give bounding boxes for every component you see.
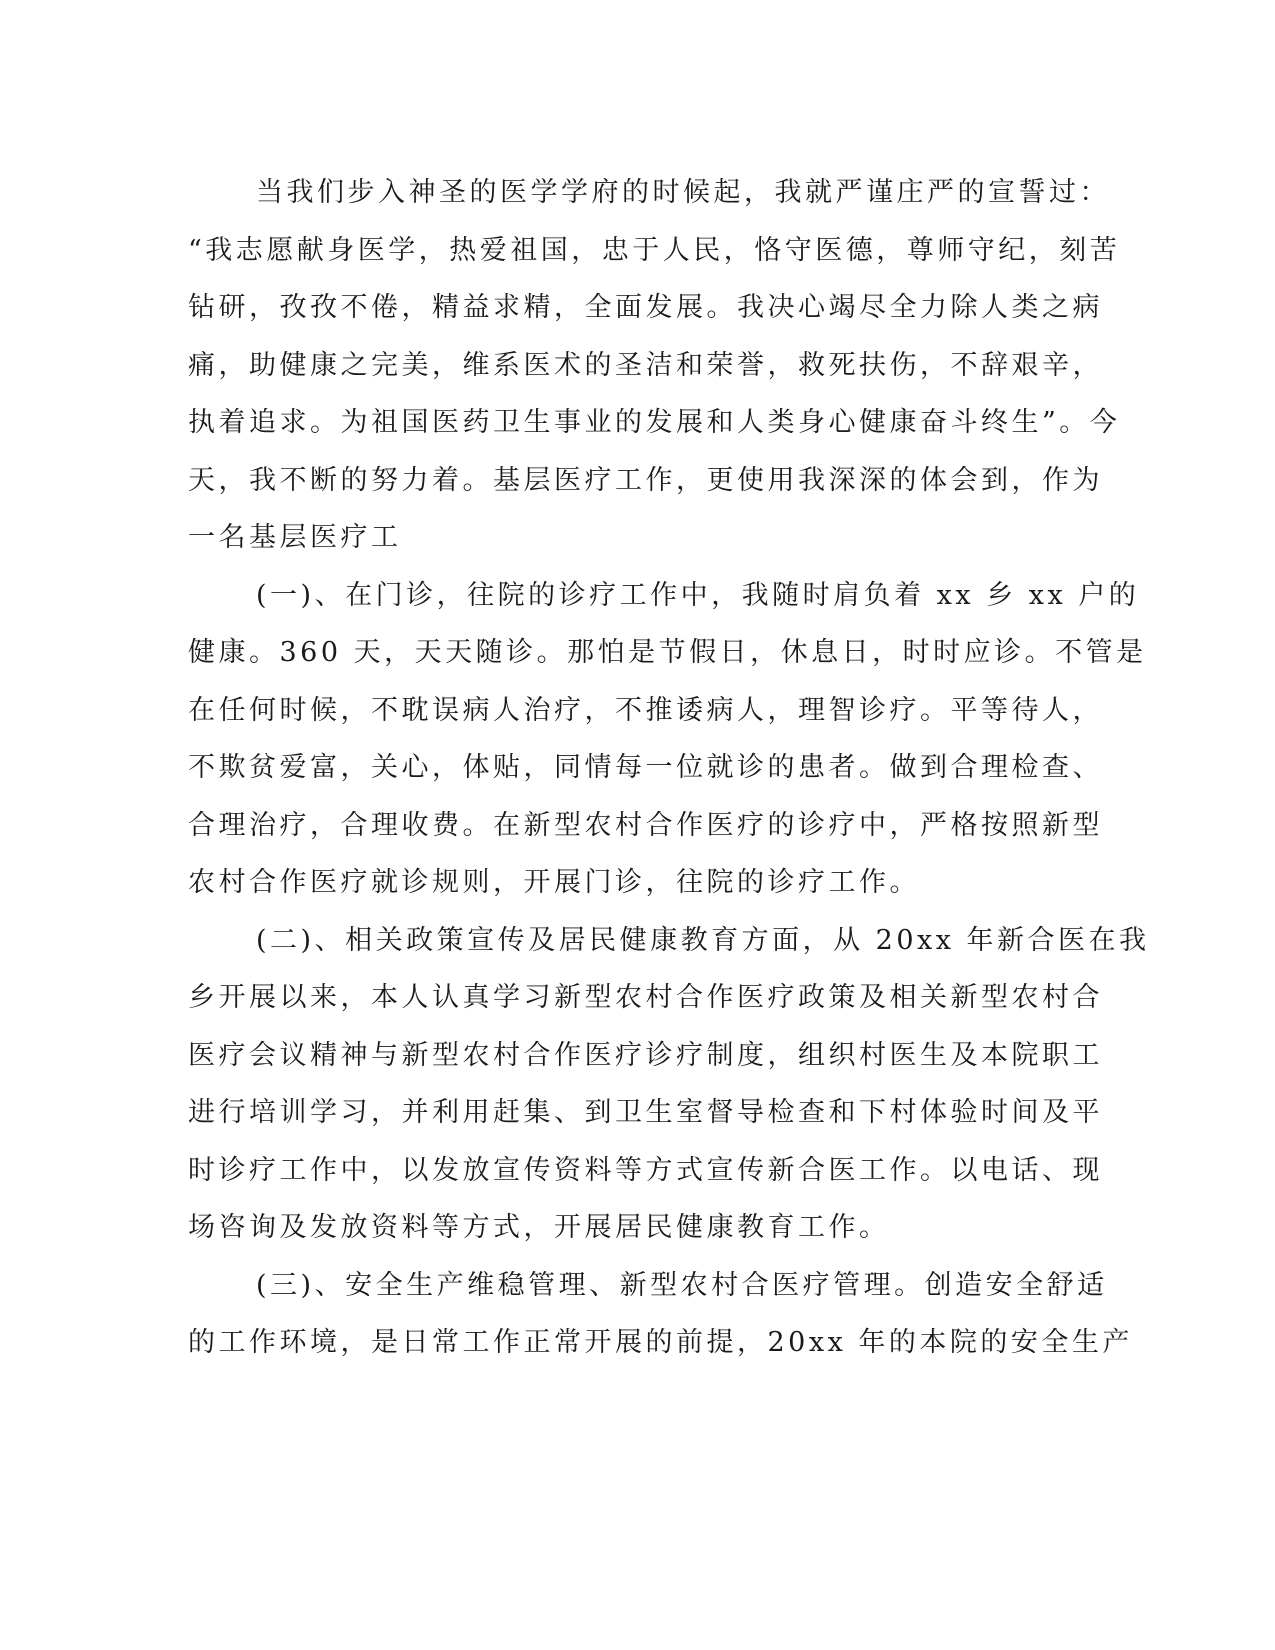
paragraph-line: 在任何时候，不耽误病人治疗，不推诿病人，理智诊疗。平等待人， <box>188 694 1103 726</box>
paragraph-line: (一)、在门诊，往院的诊疗工作中，我随时肩负着 xx 乡 xx 户的 <box>256 579 1140 611</box>
paragraph-line: 不欺贫爱富，关心，体贴，同情每一位就诊的患者。做到合理检查、 <box>188 752 1103 783</box>
paragraph-line: 场咨询及发放资料等方式，开展居民健康教育工作。 <box>188 1212 890 1243</box>
paragraph-line: 的工作环境，是日常工作正常开展的前提，20xx 年的本院的安全生产 <box>188 1327 1133 1358</box>
paragraph-line: 一名基层医疗工 <box>188 522 402 553</box>
paragraph-line: 乡开展以来，本人认真学习新型农村合作医疗政策及相关新型农村合 <box>188 982 1103 1013</box>
paragraph-line: 钻研，孜孜不倦，精益求精，全面发展。我决心竭尽全力除人类之病 <box>188 292 1103 323</box>
paragraph-line: 执着追求。为祖国医药卫生事业的发展和人类身心健康奋斗终生”。今 <box>188 407 1121 438</box>
paragraph-line: (三)、安全生产维稳管理、新型农村合医疗管理。创造安全舒适 <box>256 1269 1108 1301</box>
paragraph-line: “我志愿献身医学，热爱祖国，忠于人民，恪守医德，尊师守纪，刻苦 <box>188 234 1121 266</box>
paragraph-line: 进行培训学习，并利用赶集、到卫生室督导检查和下村体验时间及平 <box>188 1097 1103 1128</box>
paragraph-line: 痛，助健康之完美，维系医术的圣洁和荣誉，救死扶伤，不辞艰辛， <box>188 349 1103 381</box>
paragraph-line: (二)、相关政策宣传及居民健康教育方面，从 20xx 年新合医在我 <box>256 924 1150 956</box>
paragraph-line: 农村合作医疗就诊规则，开展门诊，往院的诊疗工作。 <box>188 867 920 898</box>
paragraph-line: 合理治疗，合理收费。在新型农村合作医疗的诊疗中，严格按照新型 <box>188 809 1103 841</box>
paragraph-line: 健康。360 天，天天随诊。那怕是节假日，休息日，时时应诊。不管是 <box>188 637 1147 668</box>
document-body <box>188 164 1150 1372</box>
paragraph-line: 当我们步入神圣的医学学府的时候起，我就严谨庄严的宣誓过： <box>256 177 1110 208</box>
paragraph-line: 天，我不断的努力着。基层医疗工作，更使用我深深的体会到，作为 <box>188 464 1103 496</box>
paragraph-line: 时诊疗工作中，以发放宣传资料等方式宣传新合医工作。以电话、现 <box>188 1154 1103 1186</box>
paragraph-line: 医疗会议精神与新型农村合作医疗诊疗制度，组织村医生及本院职工 <box>188 1039 1103 1071</box>
